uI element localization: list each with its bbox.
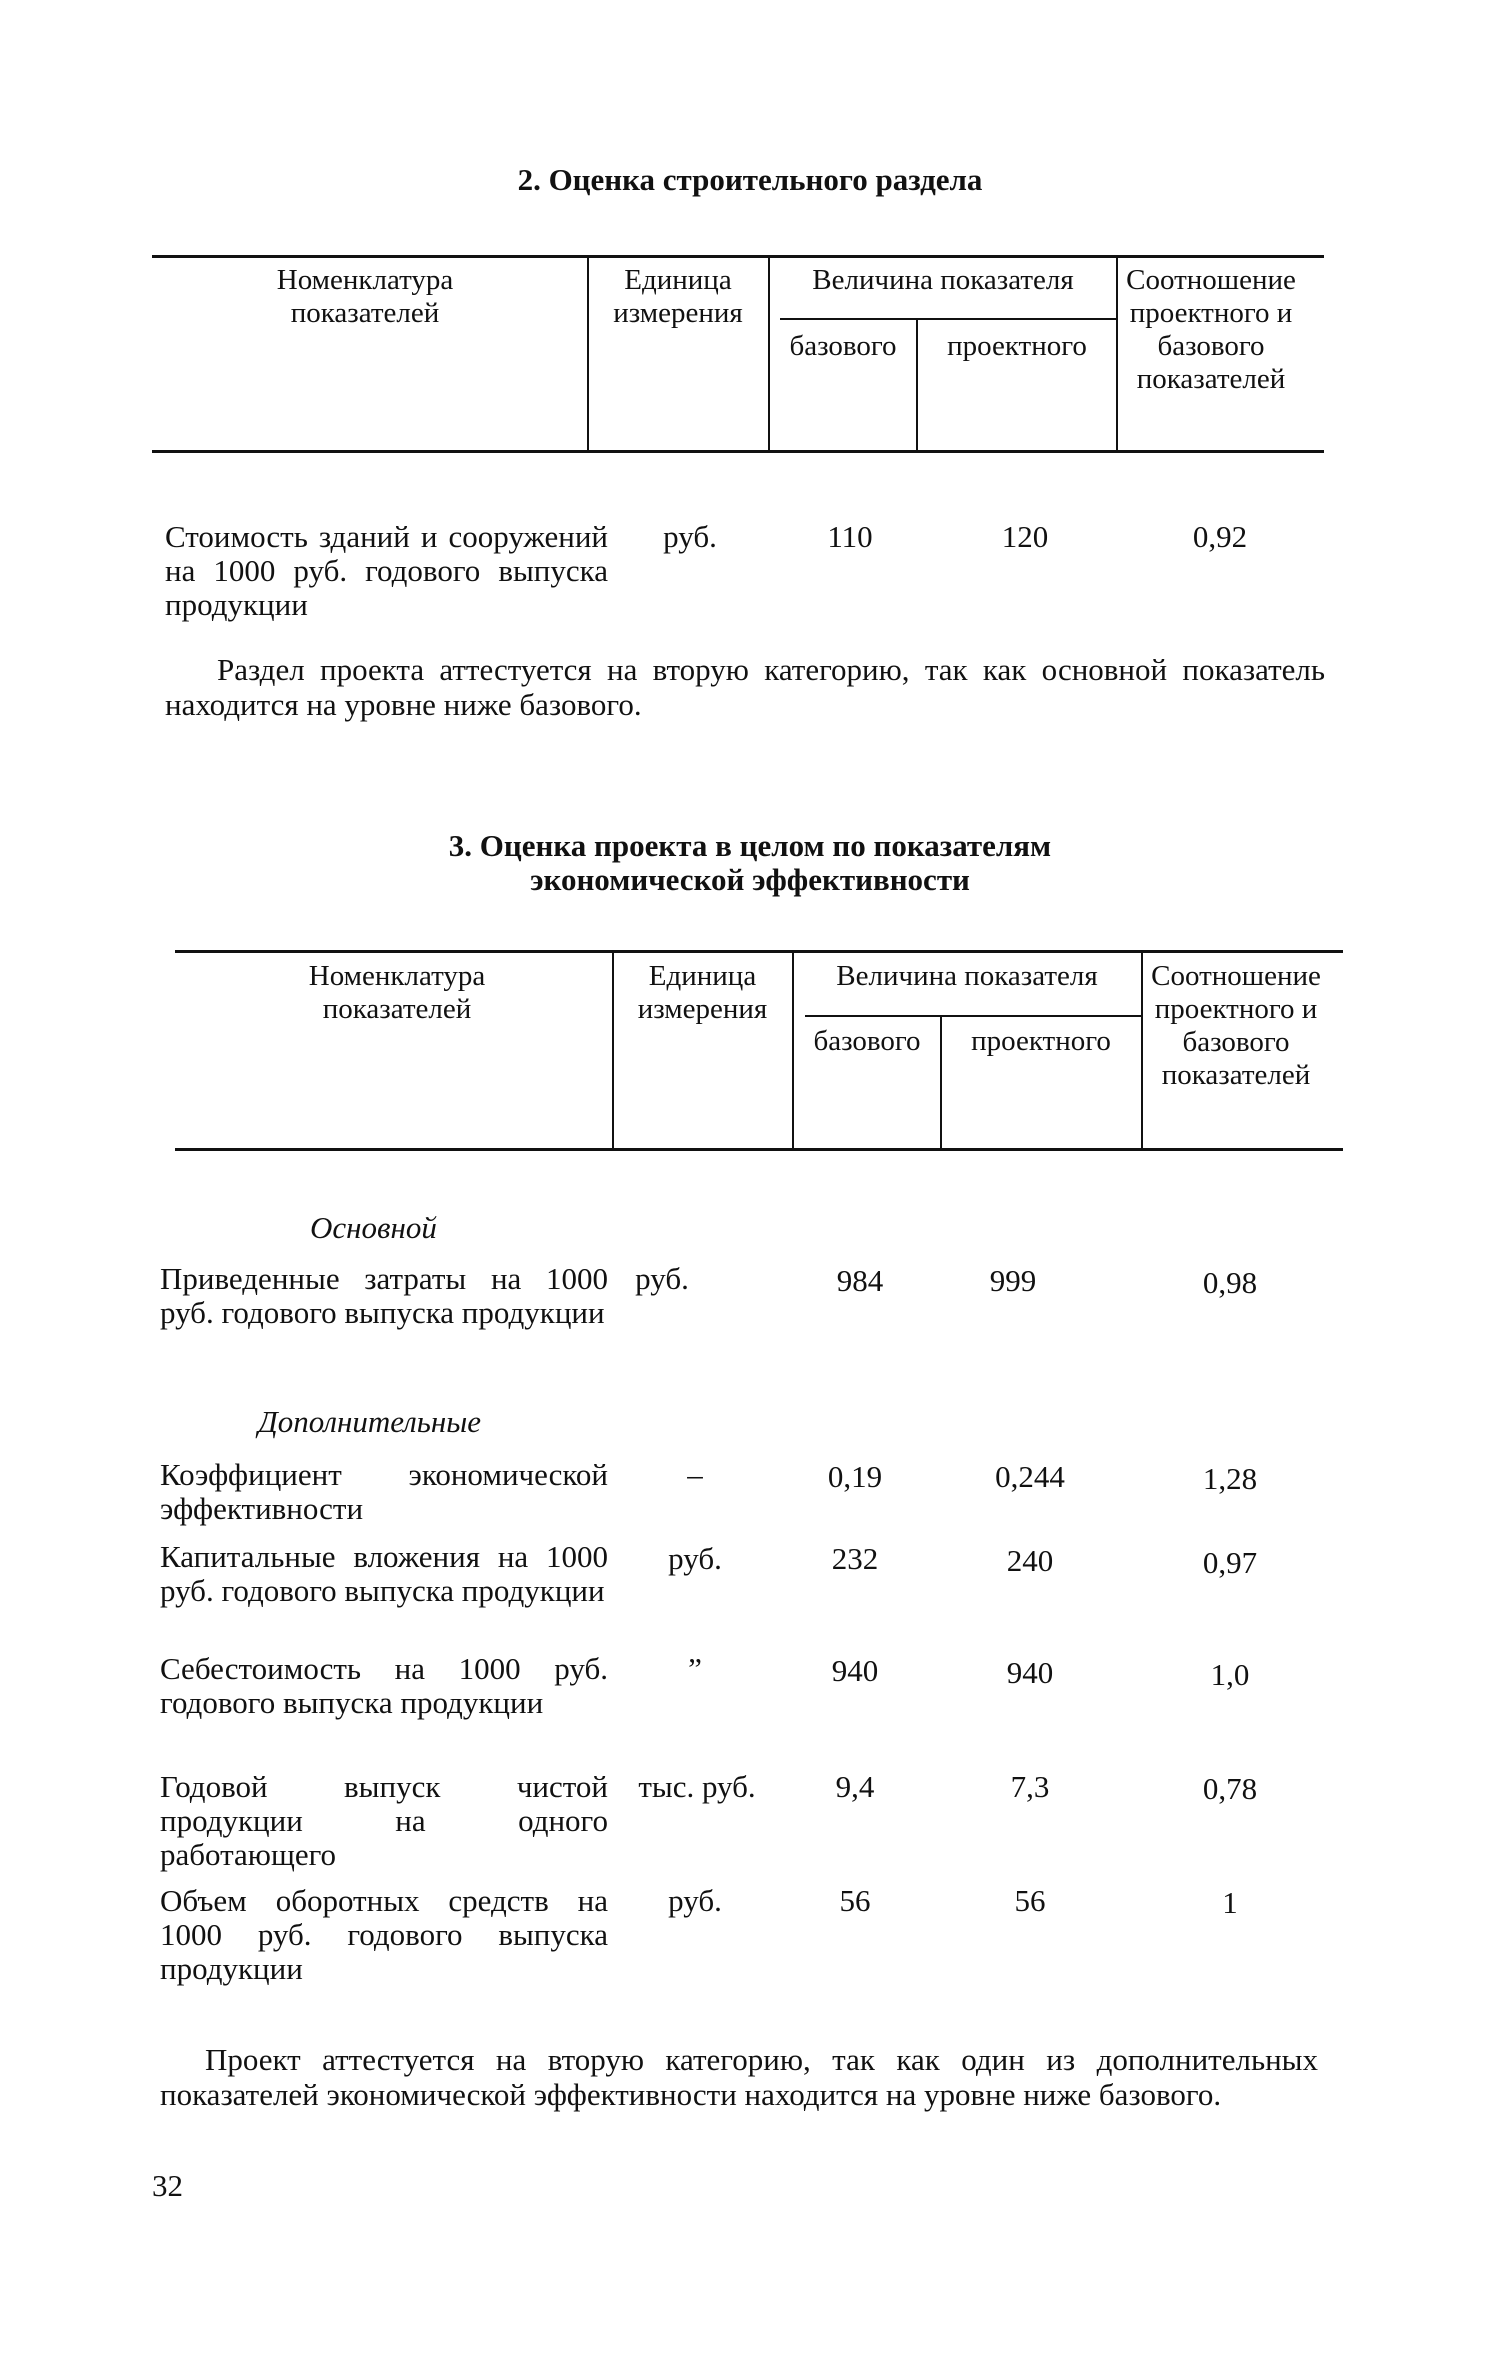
row-project: 120: [1001, 519, 1049, 554]
row-name: Стоимость зданий и сооружений на 1000 руб. годового выпуска продукции: [165, 519, 608, 622]
table-row-project: 7,3: [1010, 1769, 1050, 1804]
table-row-unit: тыс. руб.: [638, 1769, 756, 1804]
table-row-name: Себестоимость на 1000 руб. годового выпуска продукции: [160, 1651, 608, 1720]
table-row-project: 240: [1006, 1543, 1054, 1578]
table-row-unit: ”: [688, 1651, 702, 1686]
table-row-base: 940: [831, 1653, 879, 1688]
table-row-ratio: 0,98: [1202, 1265, 1258, 1300]
header-unit: Единица измерения: [613, 264, 743, 329]
header-project: проектного: [971, 1025, 1111, 1057]
header-nomenclature: Номенклатура показателей: [308, 960, 486, 1025]
row-ratio: 0,92: [1192, 519, 1248, 554]
table-row-base: 9,4: [835, 1769, 875, 1804]
table-row-ratio: 0,78: [1202, 1771, 1258, 1806]
table-row-name: Приведенные затраты на 1000 руб. годового выпуска продукции: [160, 1261, 608, 1330]
page-number: 32: [152, 2168, 183, 2203]
table-row-unit: руб.: [668, 1883, 722, 1918]
section3-title-line2: экономической эффективности: [530, 862, 970, 897]
header-unit: Единица измерения: [637, 960, 768, 1025]
table-row-ratio: 1: [1222, 1885, 1238, 1920]
table-row-unit: руб.: [668, 1541, 722, 1576]
header-nomenclature: Номенклатура показателей: [276, 264, 454, 329]
header-value: Величина показателя: [812, 264, 1074, 296]
section3-title-line1: 3. Оценка проекта в целом по показателям: [448, 828, 1052, 863]
group-additional-label: Дополнительные: [258, 1404, 481, 1439]
table-row-name: Коэффициент экономической эффективности: [160, 1457, 608, 1526]
table-row-name: Объем оборотных средств на 1000 руб. годового выпуска продукции: [160, 1883, 608, 1986]
table-top-rule: [152, 255, 1324, 258]
table-row-unit: руб.: [635, 1261, 689, 1296]
table-row-ratio: 1,0: [1210, 1657, 1250, 1692]
header-base: базового: [813, 1025, 921, 1057]
table-row-name: Годовой выпуск чистой продукции на одного работающего: [160, 1769, 608, 1872]
header-value: Величина показателя: [836, 960, 1098, 992]
table-row-project: 940: [1006, 1655, 1054, 1690]
table-row-name: Капитальные вложения на 1000 руб. годового выпуска продукции: [160, 1539, 608, 1608]
header-base: базового: [789, 330, 897, 362]
header-ratio: Соотношение проектного и базового показателей: [1126, 264, 1296, 395]
value-subheader-rule: [780, 318, 1116, 320]
table-row-project: 0,244: [995, 1459, 1065, 1494]
table-row-project: 56: [1014, 1883, 1046, 1918]
table-header-rule: [152, 450, 1324, 453]
table-row-ratio: 1,28: [1202, 1461, 1258, 1496]
table-row-base: 232: [831, 1541, 879, 1576]
row-base: 110: [827, 519, 873, 554]
section3-conclusion: Проект аттестуется на вторую категорию, так как один из дополнительных показателей экономической эффективности находится на уровне ниже базового.: [160, 2042, 1318, 2112]
value-subheader-rule: [805, 1015, 1141, 1017]
group-main-label: Основной: [310, 1210, 437, 1245]
row-unit: руб.: [663, 519, 717, 554]
table-header-rule: [175, 1148, 1343, 1151]
header-ratio: Соотношение проектного и базового показателей: [1151, 960, 1321, 1091]
table-row-base: 0,19: [827, 1459, 883, 1494]
table-row-base: 56: [839, 1883, 871, 1918]
table-row-project: 999: [989, 1263, 1037, 1298]
table-row-ratio: 0,97: [1202, 1545, 1258, 1580]
section2-title: 2. Оценка строительного раздела: [517, 162, 983, 197]
table-top-rule: [175, 950, 1343, 953]
header-project: проектного: [947, 330, 1087, 362]
table-row-unit: –: [687, 1457, 703, 1492]
section2-conclusion: Раздел проекта аттестуется на вторую категорию, так как основной показатель находится на уровне ниже базового.: [165, 652, 1325, 722]
table-row-base: 984: [836, 1263, 884, 1298]
